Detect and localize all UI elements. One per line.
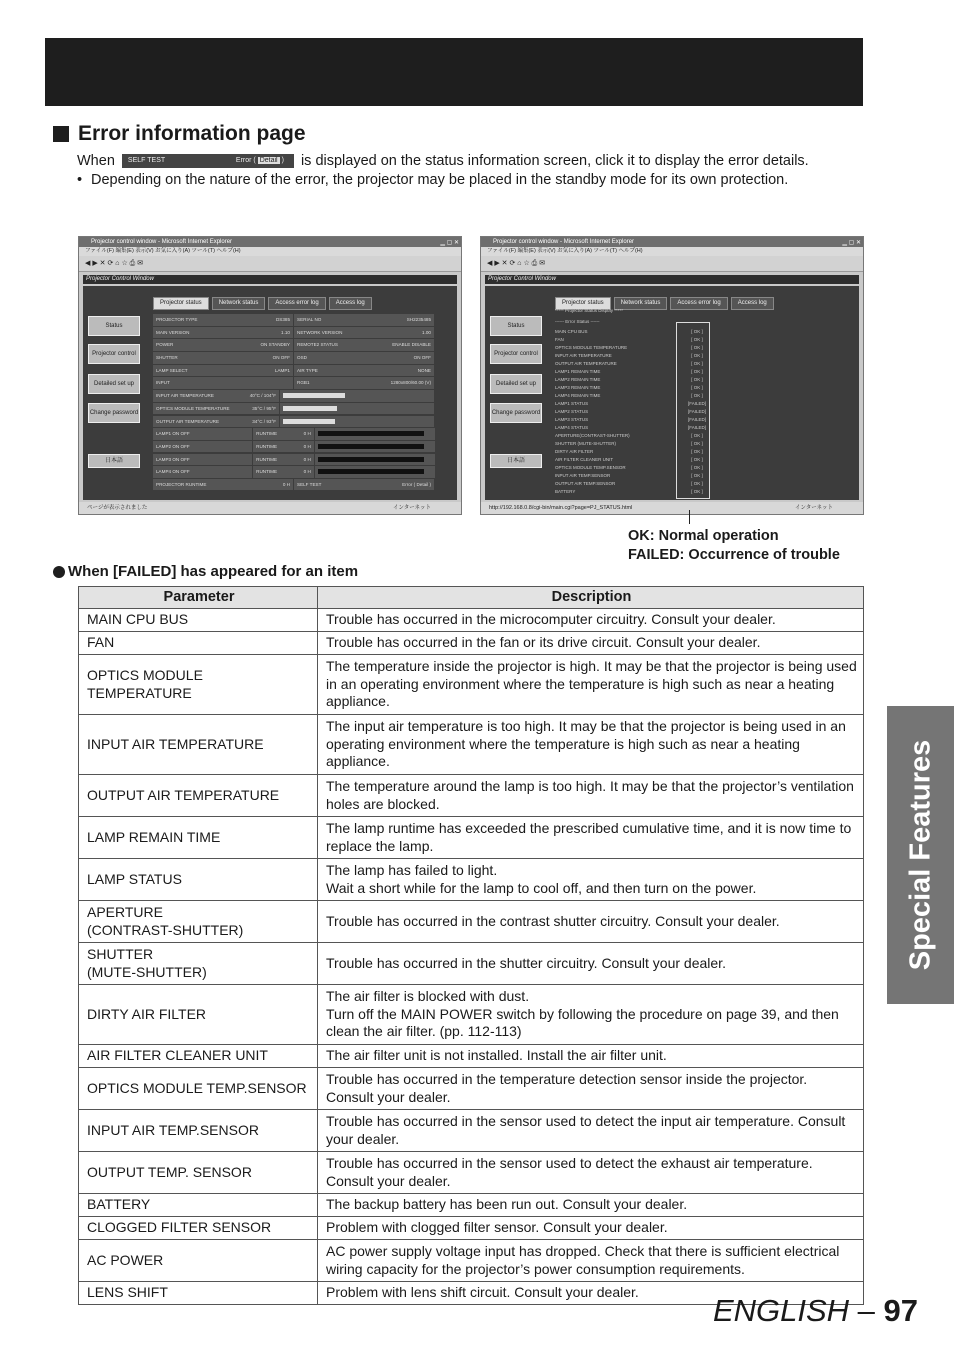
parameter-cell: FAN <box>79 632 318 655</box>
page-footer: ENGLISH – 97 <box>712 1293 918 1328</box>
lamp-hour-bar <box>315 466 435 478</box>
browser-status-bar: http://192.168.0.8/cgi-bin/main.cgi?page=PJ_STATUS.html インターネット <box>481 502 863 514</box>
parameter-cell: INPUT AIR TEMPERATURE <box>79 715 318 775</box>
japanese-button[interactable]: 日本語 <box>490 454 542 468</box>
menu-bar: ファイル(F) 編集(E) 表示(V) お気に入り(A) ツール(T) ヘルプ(H) <box>481 247 863 256</box>
status-cell: PROJECTOR RUNTIME 0 H <box>153 479 293 491</box>
status-cell: POWER ON STANDBY <box>153 339 293 351</box>
parameter-cell: AIR FILTER CLEANER UNIT <box>79 1045 318 1068</box>
temperature-level-bar <box>280 403 434 415</box>
status-row <box>153 416 435 428</box>
description-cell: Trouble has occurred in the fan or its drive circuit. Consult your dealer. <box>318 632 864 655</box>
error-list-item: OUTPUT AIR TEMP.SENSOR [ OK ] <box>555 481 703 486</box>
error-list-item: LAMP3 REMAIN TIME [ OK ] <box>555 385 703 390</box>
error-list-item: LAMP1 STATUS [FAILED] <box>555 401 706 406</box>
status-cell: LAMP3 ON OFF <box>153 454 252 466</box>
description-cell: Trouble has occurred in the sensor used to detect the exhaust air temperature. Consult your dealer. <box>318 1152 864 1194</box>
toolbar: ◀ ▶ ✕ ⟳ ⌂ ☆ ⎙ ✉ <box>79 256 461 272</box>
description-cell: Trouble has occurred in the shutter circuitry. Consult your dealer. <box>318 943 864 985</box>
error-list-item: LAMP3 STATUS [FAILED] <box>555 417 706 422</box>
error-list-item: OUTPUT AIR TEMPERATURE [ OK ] <box>555 361 703 366</box>
status-cell: INPUT AIR TEMPERATURE 40°C / 104°F <box>153 390 279 402</box>
status-cell: AIR TYPE NONE <box>294 365 434 377</box>
panel-body <box>485 286 859 500</box>
table-row <box>79 1217 864 1240</box>
description-cell: The lamp runtime has exceeded the prescribed cumulative time, and it is now time to replace the lamp. <box>318 817 864 859</box>
temperature-level-bar <box>280 390 434 402</box>
parameter-cell: CLOGGED FILTER SENSOR <box>79 1217 318 1240</box>
tab-projector-status[interactable]: Projector status <box>555 297 611 310</box>
table-row <box>79 817 864 859</box>
parameter-cell: BATTERY <box>79 1194 318 1217</box>
status-row <box>153 352 435 364</box>
header-description: Description <box>318 587 864 609</box>
error-list-item: FAN [ OK ] <box>555 337 703 342</box>
status-cell: LAMP SELECT LAMP1 <box>153 365 293 377</box>
lamp-hour-bar <box>315 441 435 453</box>
section-title: Error information page <box>53 122 306 146</box>
status-row <box>153 479 435 491</box>
square-bullet-icon <box>53 126 69 142</box>
tab-access-log[interactable]: Access log <box>731 297 774 310</box>
error-list-item: APERTURE(CONTRAST-SHUTTER) [ OK ] <box>555 433 703 438</box>
status-cell: SHUTTER ON OFF <box>153 352 293 364</box>
error-list-item: MAIN CPU BUS [ OK ] <box>555 329 703 334</box>
status-cell: NETWORK VERSION 1.00 <box>294 327 434 339</box>
description-cell: The temperature around the lamp is too high. It may be that the projector’s ventilation holes are blocked. <box>318 775 864 817</box>
self-test-status-bar: SELF TEST Error ( Detail ) <box>122 154 294 168</box>
description-cell: Trouble has occurred in the contrast shutter circuitry. Consult your dealer. <box>318 901 864 943</box>
error-table <box>78 586 864 1305</box>
status-row <box>153 403 435 415</box>
error-list-item: LAMP2 REMAIN TIME [ OK ] <box>555 377 703 382</box>
status-button[interactable]: Status <box>88 316 140 336</box>
ok-status-highlight-box <box>676 322 710 499</box>
status-row <box>153 339 435 351</box>
error-list-item: AIR FILTER CLEANER UNIT [ OK ] <box>555 457 703 462</box>
status-cell: SELF TEST Error ( Detail ) <box>294 479 434 491</box>
parameter-cell: INPUT AIR TEMP.SENSOR <box>79 1110 318 1152</box>
window-titlebar: Projector control window - Microsoft Internet Explorer ▁ ▢ ✕ <box>79 237 461 247</box>
error-list-item: INPUT AIR TEMP.SENSOR [ OK ] <box>555 473 703 478</box>
error-list-item: SHUTTER (MUTE-SHUTTER) [ OK ] <box>555 441 703 446</box>
status-cell: LAMP2 ON OFF <box>153 441 252 453</box>
description-cell: The backup battery has been run out. Consult your dealer. <box>318 1194 864 1217</box>
tab-network-status[interactable]: Network status <box>212 297 266 310</box>
temperature-level-bar <box>280 416 434 428</box>
table-row <box>79 1194 864 1217</box>
description-cell: Problem with clogged filter sensor. Consult your dealer. <box>318 1217 864 1240</box>
status-cell: RGB1 1280x800/60.00 (V) <box>294 377 434 389</box>
parameter-cell: SHUTTER (MUTE-SHUTTER) <box>79 943 318 985</box>
table-row <box>79 859 864 901</box>
detailed-setup-button[interactable]: Detailed set up <box>490 374 542 394</box>
projector-control-button[interactable]: Projector control <box>490 344 542 364</box>
status-cell: REMOTE2 STATUS ENABLE DISABLE <box>294 339 434 351</box>
japanese-button[interactable]: 日本語 <box>88 454 140 468</box>
status-cell: RUNTIME 0 H <box>253 428 314 440</box>
projector-control-button[interactable]: Projector control <box>88 344 140 364</box>
table-row <box>79 775 864 817</box>
description-cell: Trouble has occurred in the microcomputer circuitry. Consult your dealer. <box>318 609 864 632</box>
description-cell: The input air temperature is too high. It may be that the projector is being used in an operating environment where the temperature is high such as near a heating appliance. <box>318 715 864 775</box>
table-row <box>79 901 864 943</box>
status-row <box>153 466 435 478</box>
status-cell: PROJECTOR TYPE DS385 <box>153 314 293 326</box>
parameter-cell: DIRTY AIR FILTER <box>79 985 318 1045</box>
status-legend: OK: Normal operation FAILED: Occurrence of trouble <box>628 528 840 563</box>
table-row <box>79 1045 864 1068</box>
tab-access-error-log[interactable]: Access error log <box>670 297 727 310</box>
parameter-cell: OPTICS MODULE TEMPERATURE <box>79 655 318 715</box>
status-row <box>153 365 435 377</box>
header-parameter: Parameter <box>79 587 318 609</box>
table-row <box>79 632 864 655</box>
status-row <box>153 390 435 402</box>
toolbar: ◀ ▶ ✕ ⟳ ⌂ ☆ ⎙ ✉ <box>481 256 863 272</box>
error-list-item: INPUT AIR TEMPERATURE [ OK ] <box>555 353 703 358</box>
description-cell: The temperature inside the projector is high. It may be that the projector is being used in an operating environment where the temperature is high such as near a heating appliance. <box>318 655 864 715</box>
description-cell: Trouble has occurred in the sensor used to detect the input air temperature. Consult your dealer. <box>318 1110 864 1152</box>
tab-bar <box>153 297 372 310</box>
table-row <box>79 1110 864 1152</box>
error-list-item: OPTICS MODULE TEMP.SENSOR [ OK ] <box>555 465 703 470</box>
menu-bar: ファイル(F) 編集(E) 表示(V) お気に入り(A) ツール(T) ヘルプ(H) <box>79 247 461 256</box>
status-cell: RUNTIME 0 H <box>253 466 314 478</box>
browser-status-bar: ページが表示されました インターネット <box>79 502 461 514</box>
status-grid <box>153 314 435 492</box>
detailed-setup-button[interactable]: Detailed set up <box>88 374 140 394</box>
parameter-cell: APERTURE (CONTRAST-SHUTTER) <box>79 901 318 943</box>
error-list-item: LAMP4 REMAIN TIME [ OK ] <box>555 393 703 398</box>
parameter-cell: AC POWER <box>79 1240 318 1282</box>
status-cell: RUNTIME 0 H <box>253 454 314 466</box>
window-titlebar: Projector control window - Microsoft Internet Explorer ▁ ▢ ✕ <box>481 237 863 247</box>
status-button[interactable]: Status <box>490 316 542 336</box>
panel-body <box>83 286 457 500</box>
status-row <box>153 428 435 440</box>
parameter-cell: MAIN CPU BUS <box>79 609 318 632</box>
bullet-note: • Depending on the nature of the error, the projector may be placed in the standby mode for its own protection. <box>77 172 789 188</box>
description-cell: The air filter is blocked with dust. Turn off the MAIN POWER switch by following the procedure on page 39, and then clean the air filter. (pp. 112-113) <box>318 985 864 1045</box>
status-cell: OSD ON OFF <box>294 352 434 364</box>
parameter-cell: LAMP REMAIN TIME <box>79 817 318 859</box>
header-bar <box>45 38 863 106</box>
status-cell: MAIN VERSION 1.10 <box>153 327 293 339</box>
panel-title: Projector Control Window <box>83 275 457 284</box>
description-cell: Problem with lens shift circuit. Consult your dealer. <box>318 1282 864 1305</box>
lamp-hour-bar <box>315 428 435 440</box>
table-row <box>79 1240 864 1282</box>
status-row <box>153 327 435 339</box>
description-cell: AC power supply voltage input has dropped. Check that there is sufficient electrical wiring capacity for the projector’s power consumption requirements. <box>318 1240 864 1282</box>
parameter-cell: OPTICS MODULE TEMP.SENSOR <box>79 1068 318 1110</box>
circle-bullet-icon <box>53 566 65 578</box>
status-cell: INPUT <box>153 377 293 389</box>
change-password-button[interactable]: Change password <box>88 403 140 423</box>
parameter-cell: OUTPUT TEMP. SENSOR <box>79 1152 318 1194</box>
table-row <box>79 1068 864 1110</box>
window-controls-icon: ▁ ▢ ✕ <box>440 240 459 246</box>
error-list: ***** Projector Status Display ***** ------ Error Status ------ MAIN CPU BUS [ OK ] FAN [ OK ] OPTICS MODULE TEMPERATURE [ OK ] INPUT AIR TEMPERATURE [ OK ] OUTPUT AIR TEMPERATURE [ OK ] LAMP1 REMAIN TIME [ OK ] LAMP2 REMAIN TIME [ OK ] LAMP3 REMAIN TIME [ OK ] LAMP4 REMAIN TIME [ OK ] LAMP1 STATUS [FAILED] LAMP2 STATUS [FAILED] LAMP3 STATUS [FAILED] LAMP4 STATUS [FAILED] APERTURE(CONTRAST-SHUTTER) [ OK ] SHUTTER (MUTE-SHUTTER) [ OK ] DIRTY AIR FILTER [ OK ] AIR FILTER CLEANER UNIT [ OK ] OPTICS MODULE TEMP.SENSOR [ OK ] INPUT AIR TEMP.SENSOR [ OK ] OUTPUT AIR TEMP.SENSOR [ OK ] BATTERY [ OK ] <box>555 308 847 496</box>
table-row <box>79 1152 864 1194</box>
error-list-item: LAMP4 STATUS [FAILED] <box>555 425 706 430</box>
status-cell: OUTPUT AIR TEMPERATURE 34°C / 93°F <box>153 416 279 428</box>
detail-button[interactable]: Detail <box>259 157 278 165</box>
status-cell: SERIAL NO SH2235485 <box>294 314 434 326</box>
table-row <box>79 609 864 632</box>
tab-network-status[interactable]: Network status <box>614 297 668 310</box>
parameter-cell: OUTPUT AIR TEMPERATURE <box>79 775 318 817</box>
failed-subheading: When [FAILED] has appeared for an item <box>53 563 358 580</box>
error-list-item: DIRTY AIR FILTER [ OK ] <box>555 449 703 454</box>
table-row <box>79 985 864 1045</box>
status-cell: LAMP1 ON OFF <box>153 428 252 440</box>
tab-projector-status[interactable]: Projector status <box>153 297 209 310</box>
screenshot-error-details <box>480 236 864 515</box>
status-cell: OPTICS MODULE TEMPERATURE 35°C / 95°F <box>153 403 279 415</box>
description-cell: The air filter unit is not installed. Install the air filter unit. <box>318 1045 864 1068</box>
status-cell: RUNTIME 0 H <box>253 441 314 453</box>
intro-text: When SELF TEST Error ( Detail ) is displayed on the status information screen, click it to display the error details. • Depending on the nature of the error, the projector may be placed in the standby mode for its own protection. <box>77 152 837 190</box>
change-password-button[interactable]: Change password <box>490 403 542 423</box>
lamp-hour-bar <box>315 454 435 466</box>
tab-access-error-log[interactable]: Access error log <box>268 297 325 310</box>
status-row <box>153 377 435 389</box>
screenshot-projector-status <box>78 236 462 515</box>
status-row <box>153 441 435 453</box>
error-list-item: LAMP2 STATUS [FAILED] <box>555 409 706 414</box>
error-list-item: OPTICS MODULE TEMPERATURE [ OK ] <box>555 345 703 350</box>
parameter-cell: LAMP STATUS <box>79 859 318 901</box>
status-row <box>153 454 435 466</box>
status-row <box>153 314 435 326</box>
description-cell: The lamp has failed to light. Wait a short while for the lamp to cool off, and then turn on the power. <box>318 859 864 901</box>
error-list-item: BATTERY [ OK ] <box>555 489 703 494</box>
table-row <box>79 943 864 985</box>
table-row <box>79 655 864 715</box>
error-list-item: LAMP1 REMAIN TIME [ OK ] <box>555 369 703 374</box>
description-cell: Trouble has occurred in the temperature detection sensor inside the projector. Consult your dealer. <box>318 1068 864 1110</box>
tab-access-log[interactable]: Access log <box>329 297 372 310</box>
parameter-cell: LENS SHIFT <box>79 1282 318 1305</box>
panel-title: Projector Control Window <box>485 275 859 284</box>
status-cell: LAMP4 ON OFF <box>153 466 252 478</box>
table-row <box>79 715 864 775</box>
callout-line <box>689 510 690 524</box>
chapter-side-tab: Special Features <box>887 706 954 1004</box>
window-controls-icon: ▁ ▢ ✕ <box>842 240 861 246</box>
